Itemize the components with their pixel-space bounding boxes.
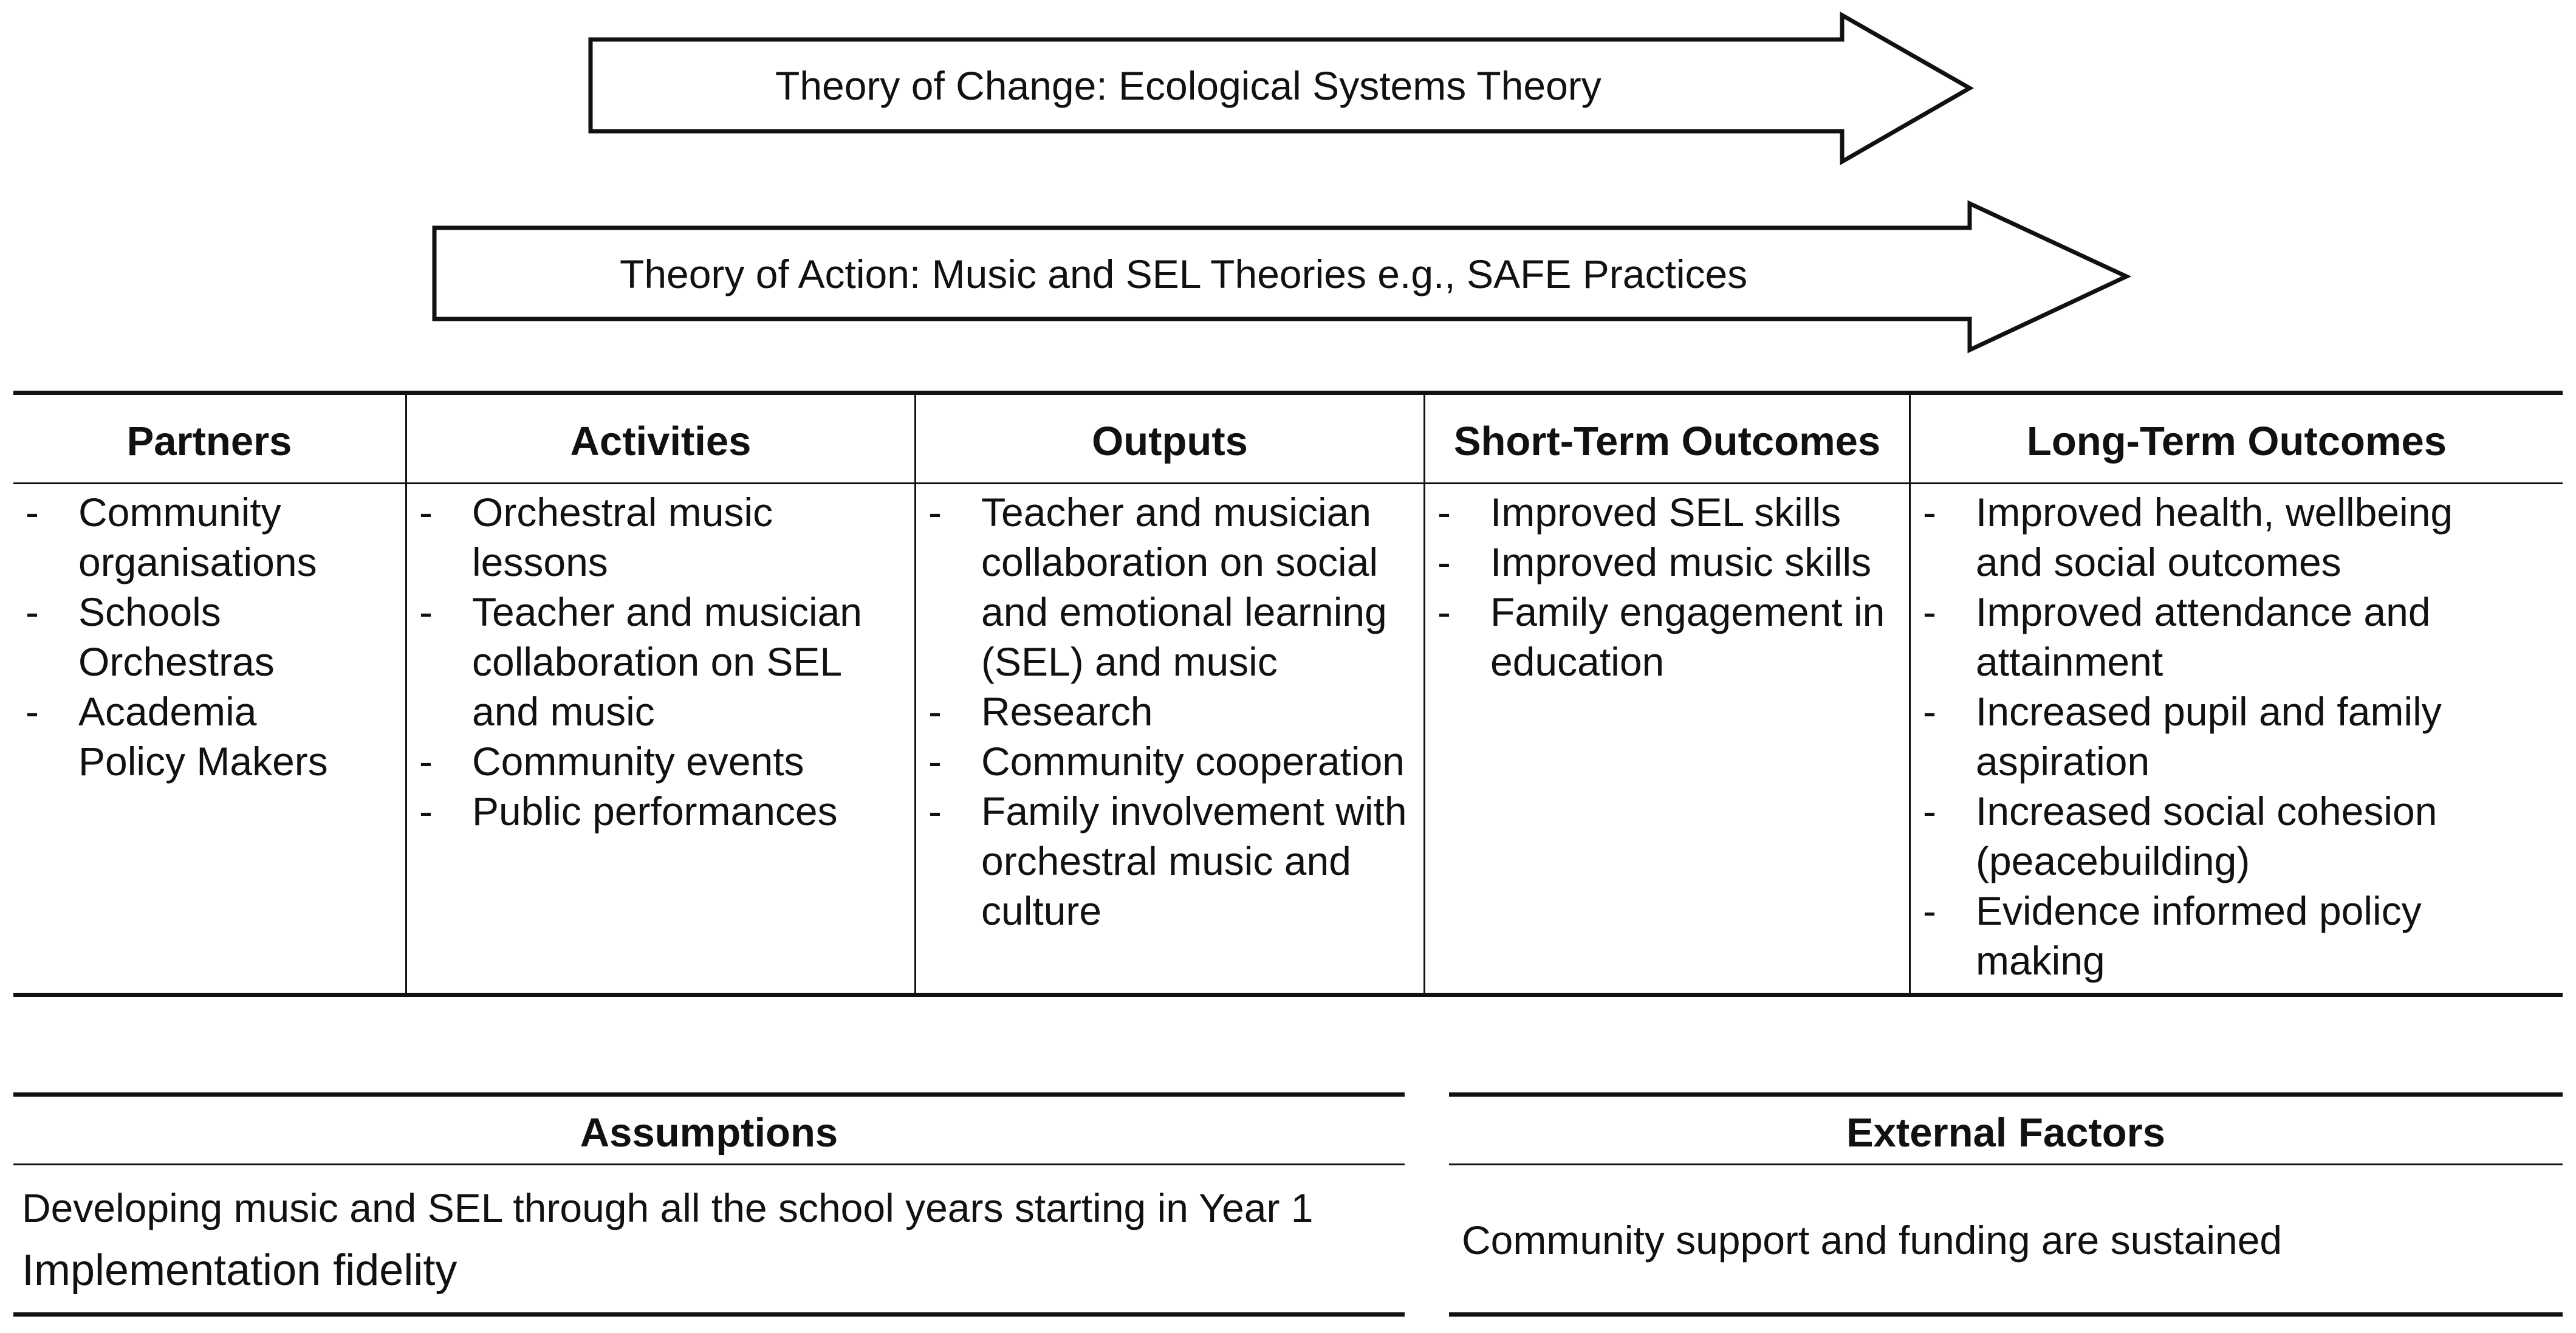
assumptions-top-rule <box>13 1092 1405 1097</box>
partners-list <box>13 487 354 786</box>
long-term-outcomes-header: Long-Term Outcomes <box>2026 419 2447 464</box>
theory-arrows <box>0 0 2576 365</box>
external-factors-header: External Factors <box>1846 1110 2166 1156</box>
outputs-header: Outputs <box>1092 419 1248 464</box>
external-top-rule <box>1449 1092 2563 1097</box>
external-factor-item: Community support and funding are sustained <box>1462 1218 2283 1263</box>
theory-of-action-label: Theory of Action: Music and SEL Theories e.g., SAFE Practices <box>620 252 1748 296</box>
activities-header: Activities <box>570 419 752 464</box>
list-item: - Improved attendance and attainment <box>1911 587 2518 687</box>
external-header-rule <box>1449 1163 2563 1165</box>
list-item: - Teacher and musician collaboration on social and emotional learning (SEL) and music <box>916 487 1425 687</box>
assumptions-header: Assumptions <box>580 1110 838 1156</box>
activities-list <box>407 487 911 836</box>
list-item: - Orchestral music lessons <box>407 487 911 587</box>
assumptions-header-rule <box>13 1163 1405 1165</box>
assumption-year-one: Developing music and SEL through all the school years starting in Year 1 <box>22 1185 1314 1230</box>
table-header-rule <box>13 482 2563 484</box>
list-item: - Evidence informed policy making <box>1911 886 2518 985</box>
list-item: - Family involvement with orchestral music and culture <box>916 786 1425 936</box>
list-item: - Improved SEL skills <box>1425 487 1909 537</box>
short-term-outcomes-header: Short-Term Outcomes <box>1453 419 1881 464</box>
list-item: - Community cooperation <box>916 736 1425 786</box>
external-bottom-rule <box>1449 1312 2563 1317</box>
long-term-outcomes-list <box>1911 487 2518 985</box>
list-item: - Improved music skills <box>1425 537 1909 587</box>
table-top-rule <box>13 391 2563 395</box>
list-item: - Family engagement in education <box>1425 587 1909 687</box>
assumption-fidelity: Implementation fidelity <box>22 1246 457 1295</box>
theory-of-change-label: Theory of Change: Ecological Systems Theory <box>775 63 1601 108</box>
list-item: - Public performances <box>407 786 911 836</box>
list-item: - Increased social cohesion (peacebuilding) <box>1911 786 2518 886</box>
assumptions-bottom-rule <box>13 1312 1405 1317</box>
list-item: - Improved health, wellbeing and social outcomes <box>1911 487 2518 587</box>
table-bottom-rule <box>13 993 2563 997</box>
list-item: - Community organisations <box>13 487 354 587</box>
list-item: - Community events <box>407 736 911 786</box>
list-item: - Schools Orchestras <box>13 587 354 687</box>
outputs-list <box>916 487 1425 936</box>
list-item: - Increased pupil and family aspiration <box>1911 687 2518 786</box>
list-item: - Teacher and musician collaboration on SEL and music <box>407 587 911 736</box>
list-item: - Research <box>916 687 1425 736</box>
short-term-outcomes-list <box>1425 487 1909 687</box>
partners-header: Partners <box>126 419 292 464</box>
list-item: - Academia Policy Makers <box>13 687 354 786</box>
